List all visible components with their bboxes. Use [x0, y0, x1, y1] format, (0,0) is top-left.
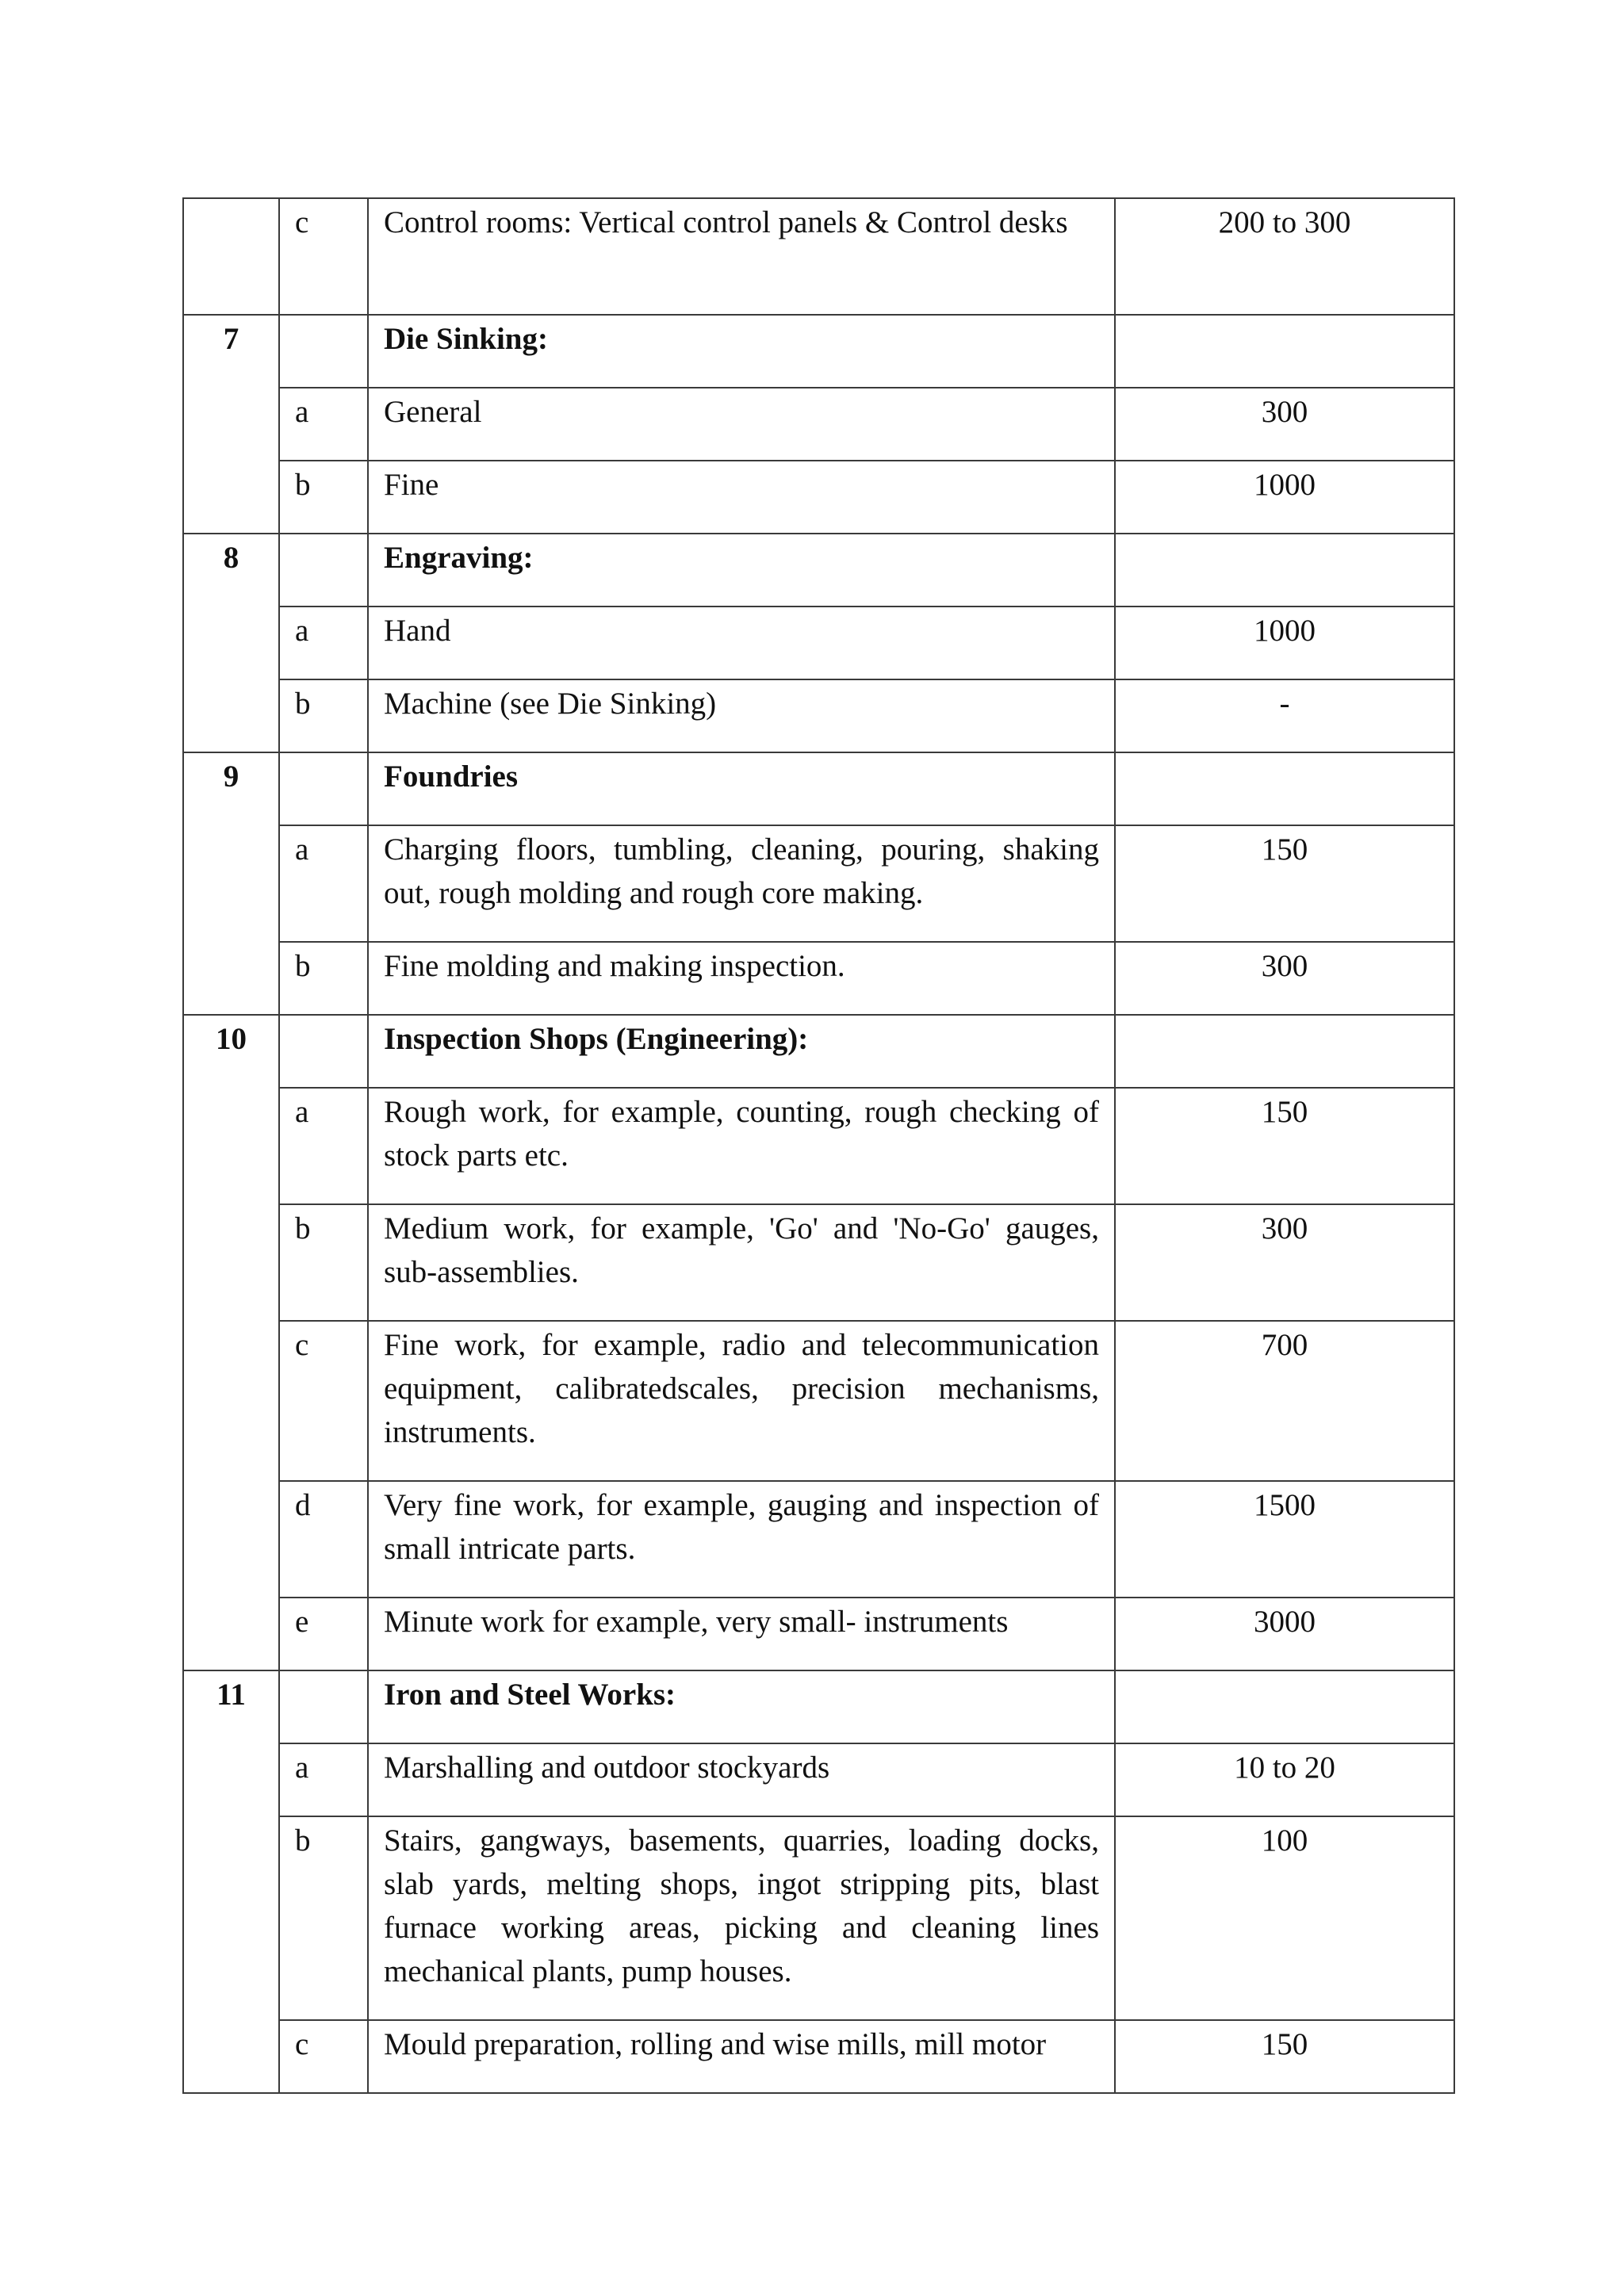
table-row [183, 825, 1454, 942]
illuminance-value-cell: 150 [1115, 825, 1454, 942]
illuminance-value-cell: 150 [1115, 1088, 1454, 1204]
sub-item-cell [279, 1015, 368, 1088]
sub-item-cell: e [279, 1598, 368, 1670]
description-cell: Fine work, for example, radio and telecommunication equipment, calibratedscales, precision mechanisms, instruments. [368, 1321, 1115, 1481]
sub-item-cell: b [279, 1204, 368, 1321]
serial-number-cell: 8 [183, 534, 279, 752]
illuminance-value-cell: 150 [1115, 2020, 1454, 2093]
table-section-row [183, 1670, 1454, 1743]
sub-item-cell: b [279, 942, 368, 1015]
sub-item-cell: c [279, 1321, 368, 1481]
description-cell: Mould preparation, rolling and wise mills, mill motor [368, 2020, 1115, 2093]
illuminance-value-cell [1115, 1670, 1454, 1743]
table-row [183, 1321, 1454, 1481]
description-cell: Very fine work, for example, gauging and inspection of small intricate parts. [368, 1481, 1115, 1598]
table-row [183, 679, 1454, 752]
serial-number-cell: 11 [183, 1670, 279, 2093]
description-cell: Medium work, for example, 'Go' and 'No-Go' gauges, sub-assemblies. [368, 1204, 1115, 1321]
sub-item-cell: a [279, 1743, 368, 1816]
serial-number-cell: 9 [183, 752, 279, 1015]
illumination-table-body [183, 198, 1454, 2093]
description-cell: Control rooms: Vertical control panels & Control desks [368, 198, 1115, 315]
illuminance-value-cell: 300 [1115, 388, 1454, 461]
illuminance-value-cell: 1000 [1115, 461, 1454, 534]
section-heading-cell: Die Sinking: [368, 315, 1115, 388]
illuminance-value-cell: 3000 [1115, 1598, 1454, 1670]
table-row [183, 1481, 1454, 1598]
illuminance-value-cell [1115, 534, 1454, 607]
illuminance-value-cell: 200 to 300 [1115, 198, 1454, 315]
sub-item-cell: b [279, 679, 368, 752]
table-row [183, 1598, 1454, 1670]
sub-item-cell [279, 534, 368, 607]
sub-item-cell: b [279, 461, 368, 534]
illuminance-value-cell: 1500 [1115, 1481, 1454, 1598]
sub-item-cell: a [279, 1088, 368, 1204]
sub-item-cell: a [279, 825, 368, 942]
table-row [183, 461, 1454, 534]
illuminance-value-cell [1115, 752, 1454, 825]
illuminance-value-cell: 100 [1115, 1816, 1454, 2020]
sub-item-cell: b [279, 1816, 368, 2020]
table-row [183, 388, 1454, 461]
sub-item-cell: c [279, 198, 368, 315]
description-cell: Machine (see Die Sinking) [368, 679, 1115, 752]
sub-item-cell [279, 752, 368, 825]
description-cell: Marshalling and outdoor stockyards [368, 1743, 1115, 1816]
table-section-row [183, 534, 1454, 607]
serial-number-cell [183, 198, 279, 315]
description-cell: Stairs, gangways, basements, quarries, loading docks, slab yards, melting shops, ingot stripping pits, blast furnace working areas, picking and cleaning lines mechanical plants, pump houses. [368, 1816, 1115, 2020]
table-row [183, 942, 1454, 1015]
description-cell: Fine molding and making inspection. [368, 942, 1115, 1015]
table-row [183, 2020, 1454, 2093]
table-row [183, 607, 1454, 679]
illuminance-value-cell: 300 [1115, 1204, 1454, 1321]
illuminance-value-cell: - [1115, 679, 1454, 752]
section-heading-cell: Inspection Shops (Engineering): [368, 1015, 1115, 1088]
sub-item-cell: a [279, 388, 368, 461]
serial-number-cell: 7 [183, 315, 279, 534]
sub-item-cell [279, 315, 368, 388]
illuminance-value-cell: 700 [1115, 1321, 1454, 1481]
illuminance-value-cell: 10 to 20 [1115, 1743, 1454, 1816]
illuminance-value-cell [1115, 315, 1454, 388]
description-cell: Hand [368, 607, 1115, 679]
table-row [183, 1204, 1454, 1321]
illuminance-value-cell: 300 [1115, 942, 1454, 1015]
description-cell: Charging floors, tumbling, cleaning, pouring, shaking out, rough molding and rough core making. [368, 825, 1115, 942]
table-row [183, 1088, 1454, 1204]
description-cell: General [368, 388, 1115, 461]
section-heading-cell: Iron and Steel Works: [368, 1670, 1115, 1743]
table-section-row [183, 1015, 1454, 1088]
table-row [183, 198, 1454, 315]
illuminance-value-cell [1115, 1015, 1454, 1088]
description-cell: Minute work for example, very small- instruments [368, 1598, 1115, 1670]
sub-item-cell: a [279, 607, 368, 679]
section-heading-cell: Engraving: [368, 534, 1115, 607]
table-section-row [183, 315, 1454, 388]
description-cell: Fine [368, 461, 1115, 534]
table-row [183, 1816, 1454, 2020]
serial-number-cell: 10 [183, 1015, 279, 1670]
table-section-row [183, 752, 1454, 825]
section-heading-cell: Foundries [368, 752, 1115, 825]
illuminance-value-cell: 1000 [1115, 607, 1454, 679]
sub-item-cell: d [279, 1481, 368, 1598]
sub-item-cell: c [279, 2020, 368, 2093]
description-cell: Rough work, for example, counting, rough checking of stock parts etc. [368, 1088, 1115, 1204]
table-row [183, 1743, 1454, 1816]
sub-item-cell [279, 1670, 368, 1743]
illumination-table [182, 197, 1455, 2094]
